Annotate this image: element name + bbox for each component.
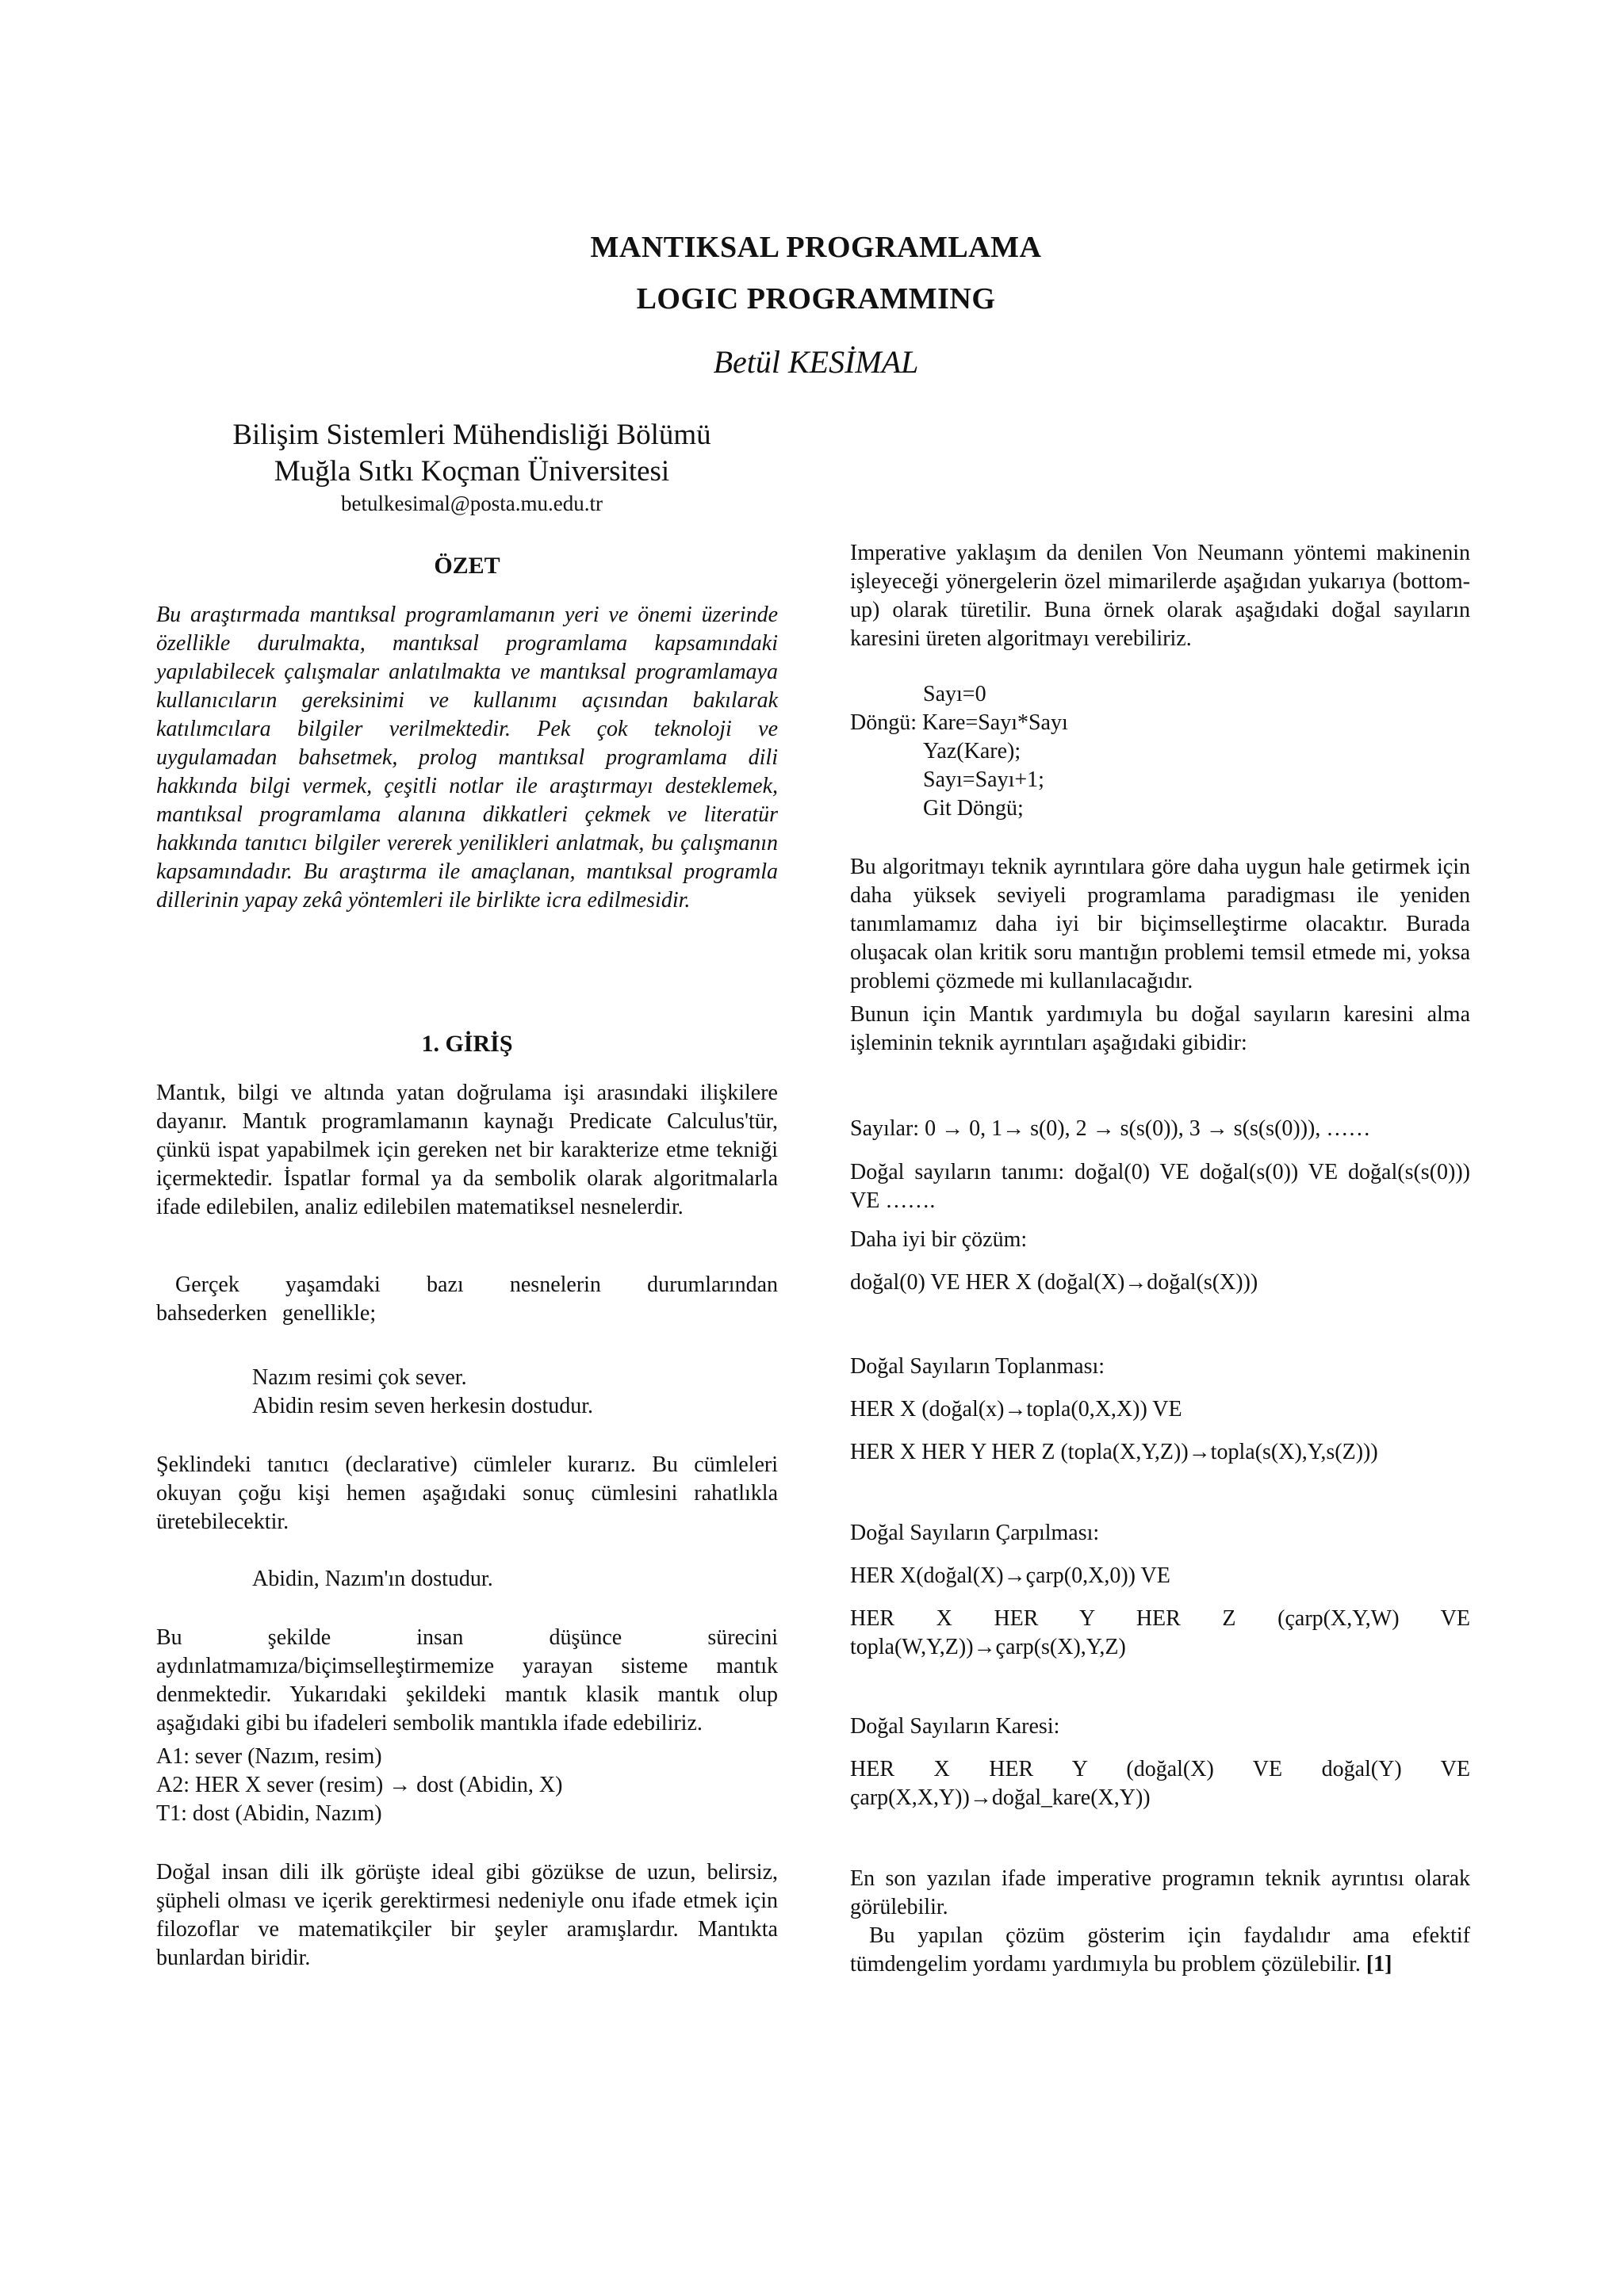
axiom-a1: A1: sever (Nazım, resim) xyxy=(156,1744,382,1769)
affiliation-department: Bilişim Sistemleri Mühendisliği Bölümü xyxy=(232,419,711,451)
axiom-a2: A2: HER X sever (resim) → dost (Abidin, X) xyxy=(156,1773,563,1797)
example-sentence-2: Abidin resim seven herkesin dostudur. xyxy=(252,1394,594,1418)
numbers-mapping: Sayılar: 0 → 0, 1→ s(0), 2 → s(s(0)), 3 → s(s(s(0))), …… xyxy=(850,1116,1371,1141)
affiliation-university: Muğla Sıtkı Koçman Üniversitesi xyxy=(274,455,670,488)
addition-formula-2: HER X HER Y HER Z (topla(X,Y,Z))→topla(s(X),Y,s(Z))) xyxy=(850,1440,1378,1464)
square-formula: HER X HER Y (doğal(X) VE doğal(Y) VE çarp(X,X,Y))→doğal_kare(X,Y)) xyxy=(850,1757,1470,1810)
multiplication-formula-1: HER X(doğal(X)→çarp(0,X,0)) VE xyxy=(850,1563,1170,1588)
algorithm-line-3: Yaz(Kare); xyxy=(923,739,1021,763)
title-turkish: MANTIKSAL PROGRAMLAMA xyxy=(590,231,1042,264)
abstract-heading: ÖZET xyxy=(434,553,500,579)
conclusion-paragraph-1: En son yazılan ifade imperative programın teknik ayrıntısı olarak görülebilir. xyxy=(850,1866,1470,1919)
multiplication-formula-2: HER X HER Y HER Z (çarp(X,Y,W) VE topla(W,Y,Z))→çarp(s(X),Y,Z) xyxy=(850,1606,1470,1659)
imperative-paragraph: Imperative yaklaşım da denilen Von Neumann yöntemi makinenin işleyeceği yönergelerin özel mimarilerde aşağıdan yukarıya (bottom-up) olarak türetilir. Buna örnek olarak aşağıdaki doğal sayıların karesini üreten algoritmayı verebiliriz. xyxy=(850,541,1470,651)
example-sentence-1: Nazım resimi çok sever. xyxy=(252,1365,467,1390)
author-email: betulkesimal@posta.mu.edu.tr xyxy=(340,492,603,515)
natural-number-definition: Doğal sayıların tanımı: doğal(0) VE doğal(s(0)) VE doğal(s(s(0))) VE ……. xyxy=(850,1160,1470,1213)
section-heading-giris: 1. GİRİŞ xyxy=(421,1031,513,1057)
giris-paragraph-4: Bu şekilde insan düşünce sürecini aydınlatmamıza/biçimselleştirmemize yarayan sisteme mantık denmektedir. Yukarıdaki şekildeki mantık klasik mantık olup aşağıdaki gibi bu ifadeleri sembolik mantıkla ifade edebiliriz. xyxy=(156,1625,778,1735)
giris-paragraph-3: Şeklindeki tanıtıcı (declarative) cümleler kurarız. Bu cümleleri okuyan çoğu kişi hemen aşağıdaki sonuç cümlesini rahatlıkla üretebilecektir. xyxy=(156,1452,778,1534)
algorithm-line-5: Git Döngü; xyxy=(923,796,1024,821)
better-solution-label: Daha iyi bir çözüm: xyxy=(850,1227,1028,1252)
reference-citation[interactable]: [1] xyxy=(1365,1952,1392,1976)
better-solution-formula: doğal(0) VE HER X (doğal(X)→doğal(s(X))) xyxy=(850,1270,1258,1295)
addition-formula-1: HER X (doğal(x)→topla(0,X,X)) VE xyxy=(850,1397,1182,1422)
multiplication-heading: Doğal Sayıların Çarpılması: xyxy=(850,1521,1100,1545)
algorithm-line-2: Döngü: Kare=Sayı*Sayı xyxy=(850,710,1068,735)
conclusion-text: Bu yapılan çözüm gösterim için faydalıdır ama efektif tümdengelim yordamı yardımıyla bu problem çözülebilir. xyxy=(850,1923,1470,1976)
algorithm-line-4: Sayı=Sayı+1; xyxy=(923,767,1044,792)
giris-paragraph-1: Mantık, bilgi ve altında yatan doğrulama işi arasındaki ilişkilere dayanır. Mantık programlamanın kaynağı Predicate Calculus'tür, çünkü ispat yapabilmek için gereken net bir karakterize etme tekniği içermektedir. İspatlar formal ya da sembolik olarak algoritmalarla ifade edilebilen, analiz edilebilen matematiksel nesnelerdir. xyxy=(156,1081,778,1219)
giris-paragraph-2: Gerçek yaşamdaki bazı nesnelerin durumlarından bahsederken genellikle; xyxy=(156,1272,778,1326)
algorithm-line-1: Sayı=0 xyxy=(923,682,986,706)
example-conclusion: Abidin, Nazım'ın dostudur. xyxy=(252,1567,493,1591)
theorem-t1: T1: dost (Abidin, Nazım) xyxy=(156,1801,382,1826)
square-heading: Doğal Sayıların Karesi: xyxy=(850,1714,1060,1739)
conclusion-paragraph-2 xyxy=(850,1922,1470,1979)
giris-paragraph-5: Doğal insan dili ilk görüşte ideal gibi gözükse de uzun, belirsiz, şüpheli olması ve içerik gerektirmesi nedeniyle onu ifade etmek için filozoflar ve matematikçiler bir şeyler aramışlardır. Mantıkta bunlardan biridir. xyxy=(156,1860,778,1970)
addition-heading: Doğal Sayıların Toplanması: xyxy=(850,1354,1105,1379)
author-name: Betül KESİMAL xyxy=(713,344,919,380)
abstract-text: Bu araştırmada mantıksal programlamanın yeri ve önemi üzerinde özellikle durulmakta, mantıksal programlama kapsamındaki yapılabilecek çalışmalar anlatılmakta ve mantıksal programlamaya kullanıcıların gereksinimi ve kullanımı açısından bakılarak katılımcılara bilgiler verilmektedir. Pek çok teknoloji ve uygulamadan bahsetmek, prolog mantıksal programlama dili hakkında bilgi vermek, çeşitli notlar ile araştırmayı desteklemek, mantıksal programlama alanına dikkatleri çekmek ve literatür hakkında tanıtıcı bilgiler vererek yenilikleri anlatmak, bu çalışmanın kapsamındadır. Bu araştırma ile amaçlanan, mantıksal programla dillerinin yapay zekâ yöntemleri ile birlikte icra edilmesidir. xyxy=(156,603,778,913)
title-english: LOGIC PROGRAMMING xyxy=(636,282,996,316)
logic-details-paragraph: Bunun için Mantık yardımıyla bu doğal sayıların karesini alma işleminin teknik ayrıntıları aşağıdaki gibidir: xyxy=(850,1002,1470,1055)
paradigm-paragraph: Bu algoritmayı teknik ayrıntılara göre daha uygun hale getirmek için daha yüksek seviyeli programlama paradigması ile yeniden tanımlamamız daha iyi bir biçimselleştirme olacaktır. Burada oluşacak olan kritik soru mantığın problemi temsil etmede mi, yoksa problemi çözmede mi kullanılacağıdır. xyxy=(850,855,1470,993)
